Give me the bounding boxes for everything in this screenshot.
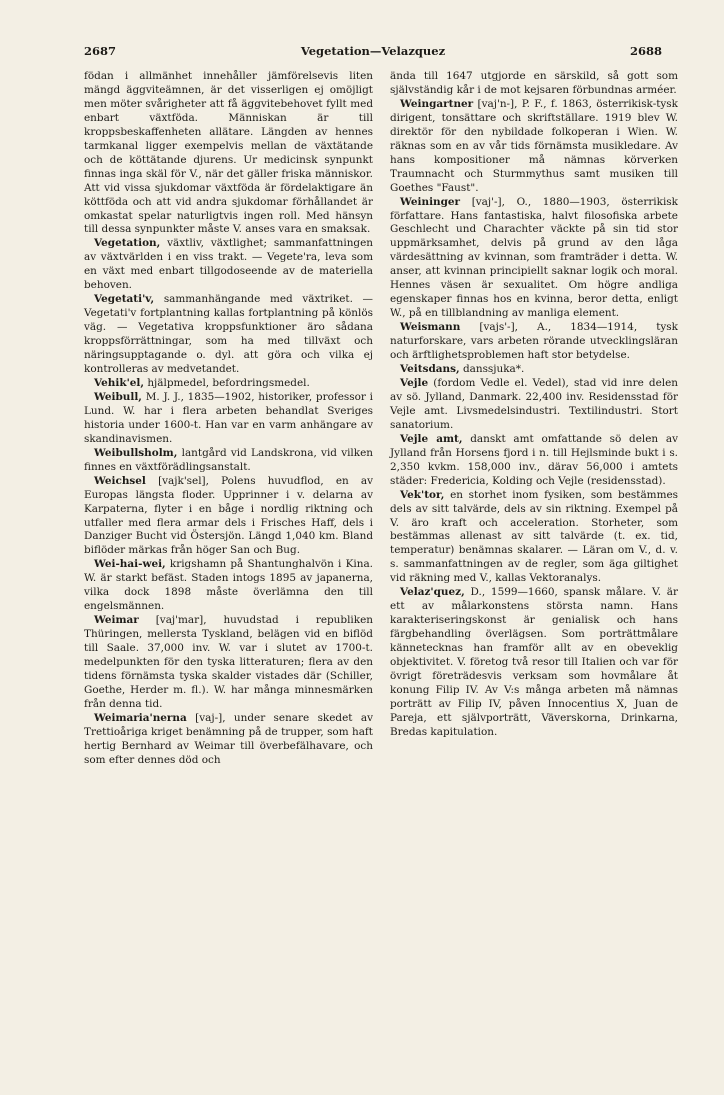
entry-text: [vajs'-], A., 1834—1914, tysk naturforskare, vars arbeten rörande utvecklingsläran och ärftlighetsproblemen haft stor betydelse. (390, 321, 678, 362)
entry (390, 70, 678, 98)
entry (84, 447, 373, 475)
entry-text: krigshamn på Shantunghalvön i Kina. W. är starkt befäst. Staden intogs 1895 av japanerna, vilka dock 1898 måste överlämna den till engelsmännen. (84, 558, 373, 613)
entry (84, 237, 373, 293)
entry-text: födan i allmänhet innehåller jämförelsevis liten mängd äggviteämnen, är det visserligen ej omöjligt men möter svårigheter att få äggvitebehovet fyllt med enbart växtföda. Människan är till kroppsbeskaffenheten allätare. Längden av hennes tarmkanal ligger exempelvis mellan de växtätande och de köttätande djurens. Ur medicinsk synpunkt finnas inga skäl för V., när det gäller friska människor. Att vid vissa sjukdomar växtföda är fördelaktigare än köttföda och att vid andra sjukdomar förhållandet är omkastat spelar naturligtvis ingen roll. Med hänsyn till dessa synpunkter måste V. anses vara en smaksak. (84, 70, 373, 236)
entry-text: danskt amt omfattande sö delen av Jylland från Horsens fjord i n. till Hejlsminde bukt i s. 2,350 kvkm. 158,000 inv., därav 56,000 i amtets städer: Fredericia, Kolding och Vejle (residensstad). (390, 432, 678, 487)
entry (84, 558, 373, 614)
entry-text: växtliv, växtlighet; sammanfattningen av växtvärlden i en viss trakt. — Vegete'ra, leva som en växt med enbart tillgodoseende av de materiella behoven. (84, 237, 374, 292)
entry (84, 475, 373, 559)
entry-headword: Weimaria'nerna (94, 711, 187, 724)
entry-headword: Velaz'quez, (400, 586, 465, 599)
entry-headword: Veitsdans, (400, 363, 460, 376)
entry (84, 712, 373, 768)
entry (390, 98, 678, 196)
entry-text: ända till 1647 utgjorde en särskild, så gott som självständig kår i de mot kejsaren förbundnas arméer. (390, 70, 678, 96)
entry-text: (fordom Vedle el. Vedel), stad vid inre delen av sö. Jylland, Danmark. 22,400 inv. Residensstad för Vejle amt. Livsmedelsindustri. Textilindustri. Stort sanatorium. (390, 376, 678, 431)
entry (390, 433, 678, 489)
entry (84, 70, 373, 237)
entry-headword: Vegetati'v, (94, 293, 155, 306)
entry-text: M. J. J., 1835—1902, historiker, professor i Lund. W. har i flera arbeten behandlat Sveriges historia under 1600-t. Han var en varm anhängare av skandinavismen. (84, 390, 373, 445)
left-page-number: 2687 (84, 44, 117, 58)
entry-headword: Weingartner (400, 97, 474, 110)
entry-text: [vaj'mar], huvudstad i republiken Thüringen, mellersta Tyskland, belägen vid en biflöd till Saale. 37,000 inv. W. var i slutet av 1700-t. medelpunkten för den tyska litteraturen; flera av den tidens förnämsta tyska skalder vistades där (Schiller, Goethe, Herder m. fl.). W. har många minnesmärken från denna tid. (84, 614, 373, 710)
entry (84, 614, 373, 712)
entry-text: lantgård vid Landskrona, vid vilken finnes en växtförädlingsanstalt. (84, 446, 373, 473)
entry-text: D., 1599—1660, spansk målare. V. är ett av målarkonstens största namn. Hans karakteriseringskonst är genialisk och hans färgbehandling överlägsen. Som porträttmålare kännetecknas han framför allt av en obeveklig objektivitet. V. företog två resor till Italien och var för övrigt företrädesvis verksam som hovmålare åt konung Filip IV. Av V:s många arbeten må nämnas porträtt av Filip IV, påven Innocentius X, Juan de Pareja, ett självporträtt, Väverskorna, Drinkarna, Bredas kapitulation. (390, 586, 679, 738)
entry-text: [vaj'n-], P. F., f. 1863, österrikisk-tysk dirigent, tonsättare och skriftställare. 1919 blev W. direktör för den nybildade folkoperan i Wien. W. räknas som en av vår tids förnämsta musikledare. Av hans kompositioner må nämnas körverken Traumnacht och Sturmmythus samt musiken till Goethes "Faust". (390, 97, 678, 194)
entry (84, 293, 373, 377)
entry-text: danssjuka*. (462, 363, 525, 376)
entry-headword: Vejle (400, 376, 429, 389)
left-column (84, 70, 373, 768)
entry-headword: Vek'tor, (400, 488, 445, 501)
entry-headword: Weininger (400, 195, 461, 208)
running-title: Vegetation—Velazquez (300, 44, 446, 58)
entry (84, 377, 373, 391)
entry-headword: Weibullsholm, (94, 446, 178, 459)
entry-text: [vaj'-], O., 1880—1903, österrikisk författare. Hans fantastiska, halvt filosofiska arbete Geschlecht und Charachter väckte på sin tid stor uppmärksamhet, delvis på grund av den låga värdesättning av kvinnan, som framträder i detta. W. anser, att kvinnan principiellt saknar logik och moral. Hennes väsen är sexualitet. Om högre andliga egenskaper finnas hos en kvinna, beror detta, enligt W., på en tillblandning av manliga element. (390, 195, 678, 320)
entry-headword: Weibull, (94, 390, 142, 403)
running-header (84, 44, 662, 62)
entry (390, 196, 678, 322)
entry-headword: Vejle amt, (400, 432, 463, 445)
entry-headword: Vegetation, (94, 237, 161, 250)
entry (390, 489, 678, 587)
right-column (390, 70, 678, 740)
entry-text: sammanhängande med växtriket. — Vegetati'v fortplantning kallas fortplantning på könlös väg. — Vegetativa kroppsfunktioner äro sådana kroppsförrättningar, som ha med tillväxt och näringsupptagande o. dyl. att göra och vilka ej kontrolleras av medvetandet. (84, 293, 373, 376)
entry-headword: Weichsel (94, 474, 146, 487)
entry-text: hjälpmedel, befordringsmedel. (147, 376, 310, 389)
entry-text: [vaj-], under senare skedet av Trettioåriga kriget benämning på de trupper, som haft hertig Bernhard av Weimar till överbefälhavare, och som efter dennes död och (84, 711, 373, 766)
entry-headword: Wei-hai-wei, (94, 558, 166, 571)
entry (390, 377, 678, 433)
entry-text: [vajk'sel], Polens huvudflod, en av Europas längsta floder. Upprinner i v. delarna av Karpaterna, flyter i en båge i nordlig riktning och utfaller med flera armar dels i Frisches Haff, dels i Danziger Bucht vid Östersjön. Längd 1,040 km. Bland biflöder märkas från höger San och Bug. (84, 474, 374, 557)
entry (390, 321, 678, 363)
entry (390, 586, 678, 739)
right-page-number: 2688 (629, 44, 662, 58)
entry-headword: Weismann (400, 321, 461, 334)
entry-headword: Vehik'el, (94, 376, 144, 389)
entry (84, 391, 373, 447)
entry-text: en storhet inom fysiken, som bestämmes dels av sitt talvärde, dels av sin riktning. Exempel på V. äro kraft och acceleration. Storheter, som bestämmas allenast av sitt talvärde (t. ex. tid, temperatur) benämnas skalarer. — Läran om V., d. v. s. sammanfattningen av de regler, som äga giltighet vid räkning med V., kallas Vektoranalys. (390, 488, 678, 585)
entry (390, 363, 678, 377)
entry-headword: Weimar (94, 614, 139, 627)
